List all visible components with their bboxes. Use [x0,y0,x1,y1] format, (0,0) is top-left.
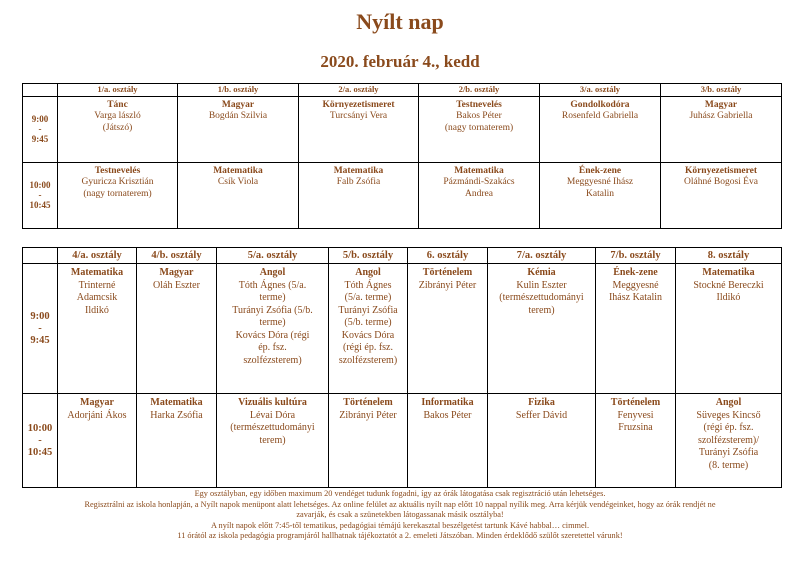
lesson-cell: Testnevelés Bakos Péter (nagy tornaterem) [419,96,540,162]
lesson-cell: Ének-zene Meggyesné Ihász Katalin [540,162,661,228]
class-header: 1/b. osztály [178,84,299,97]
footer-notes [20,489,780,542]
lesson-cell: Vizuális kultúra Lévai Dóra (természettudományi terem) [217,394,329,488]
footer-line: Regisztrálni az iskola honlapján, a Nyílt napok menüpont alatt lehetséges. Az online felület az aktuális nyílt nap előtt 10 nappal nyílik meg. Arra kérjük vendégeinket, hogy az órák rendjét ne [84,499,716,509]
time-slot: 10:00 - 10:45 [23,394,58,488]
lesson-cell: Magyar Juhász Gabriella [661,96,782,162]
header-row [23,248,782,264]
class-header: 4/b. osztály [137,248,217,264]
lesson-cell: Angol Süveges Kincső (régi ép. fsz. szolfézsterem)/ Turányi Zsófia (8. terme) [676,394,782,488]
page-subtitle-date: 2020. február 4., kedd [320,52,480,71]
class-header: 2/a. osztály [299,84,419,97]
lesson-cell: Angol Tóth Ágnes (5/a. terme) Turányi Zsófia (5/b. terme) Kovács Dóra (régi ép. fsz. szolfézsterem) [329,264,408,394]
class-header: 6. osztály [408,248,488,264]
lesson-cell: Matematika Stockné Bereczki Ildikó [676,264,782,394]
lesson-cell: Matematika Harka Zsófia [137,394,217,488]
lesson-cell: Környezetismeret Oláhné Bogosi Éva [661,162,782,228]
corner-cell [23,248,58,264]
lesson-cell: Informatika Bakos Péter [408,394,488,488]
schedule-row [23,264,782,394]
lesson-cell: Kémia Kulin Eszter (természettudományi terem) [488,264,596,394]
class-header: 8. osztály [676,248,782,264]
time-slot: 9:00 - 9:45 [23,96,58,162]
schedule-row [23,96,782,162]
class-header: 7/a. osztály [488,248,596,264]
lesson-cell: Gondolkodóra Rosenfeld Gabriella [540,96,661,162]
time-slot: 10:00 - 10:45 [23,162,58,228]
footer-line: 11 órától az iskola pedagógia programjáról hallhatnak tájékoztatót a 2. emeleti Játszóban. Minden érdeklődő szülőt szeretettel várunk! [177,531,623,541]
lesson-cell: Matematika Falb Zsófia [299,162,419,228]
page-title: Nyílt nap [356,9,444,34]
time-slot: 9:00 - 9:45 [23,264,58,394]
schedule-table-lower [22,83,782,229]
lesson-cell: Fizika Seffer Dávid [488,394,596,488]
class-header: 3/b. osztály [661,84,782,97]
header-row [23,84,782,97]
lesson-cell: Tánc Varga lászló (Játszó) [58,96,178,162]
lesson-cell: Magyar Bogdán Szilvia [178,96,299,162]
class-header: 1/a. osztály [58,84,178,97]
lesson-cell: Matematika Pázmándi-Szakács Andrea [419,162,540,228]
lesson-cell: Környezetismeret Turcsányi Vera [299,96,419,162]
footer-line: A nyílt napok előtt 7:45-től tematikus, pedagógiai témájú kerekasztal beszélgetést tartunk Kávé habbal… cimmel. [210,520,590,530]
class-header: 4/a. osztály [58,248,137,264]
footer-line: Egy osztályban, egy időben maximum 20 vendéget tudunk fogadni, így az órák látogatása csak regisztráció után lehetséges. [194,489,606,498]
lesson-cell: Magyar Adorjáni Ákos [58,394,137,488]
lesson-cell: Angol Tóth Ágnes (5/a. terme) Turányi Zsófia (5/b. terme) Kovács Dóra (régi ép. fsz. szolfézsterem) [217,264,329,394]
class-header: 3/a. osztály [540,84,661,97]
class-header: 2/b. osztály [419,84,540,97]
lesson-cell: Testnevelés Gyuricza Krisztián (nagy tornaterem) [58,162,178,228]
lesson-cell: Történelem Zibrányi Péter [408,264,488,394]
lesson-cell: Ének-zene Meggyesné Ihász Katalin [596,264,676,394]
lesson-cell: Matematika Trinterné Adamcsik Ildikó [58,264,137,394]
schedule-table-upper [22,247,782,488]
lesson-cell: Matematika Csík Viola [178,162,299,228]
lesson-cell: Történelem Fenyvesi Fruzsina [596,394,676,488]
schedule-row [23,394,782,488]
footer-line: zavarják, és csak a szünetekben látogassanak másik osztályba! [296,510,504,520]
lesson-cell: Történelem Zibrányi Péter [329,394,408,488]
class-header: 5/b. osztály [329,248,408,264]
class-header: 5/a. osztály [217,248,329,264]
class-header: 7/b. osztály [596,248,676,264]
corner-cell [23,84,58,97]
schedule-row [23,162,782,228]
lesson-cell: Magyar Oláh Eszter [137,264,217,394]
